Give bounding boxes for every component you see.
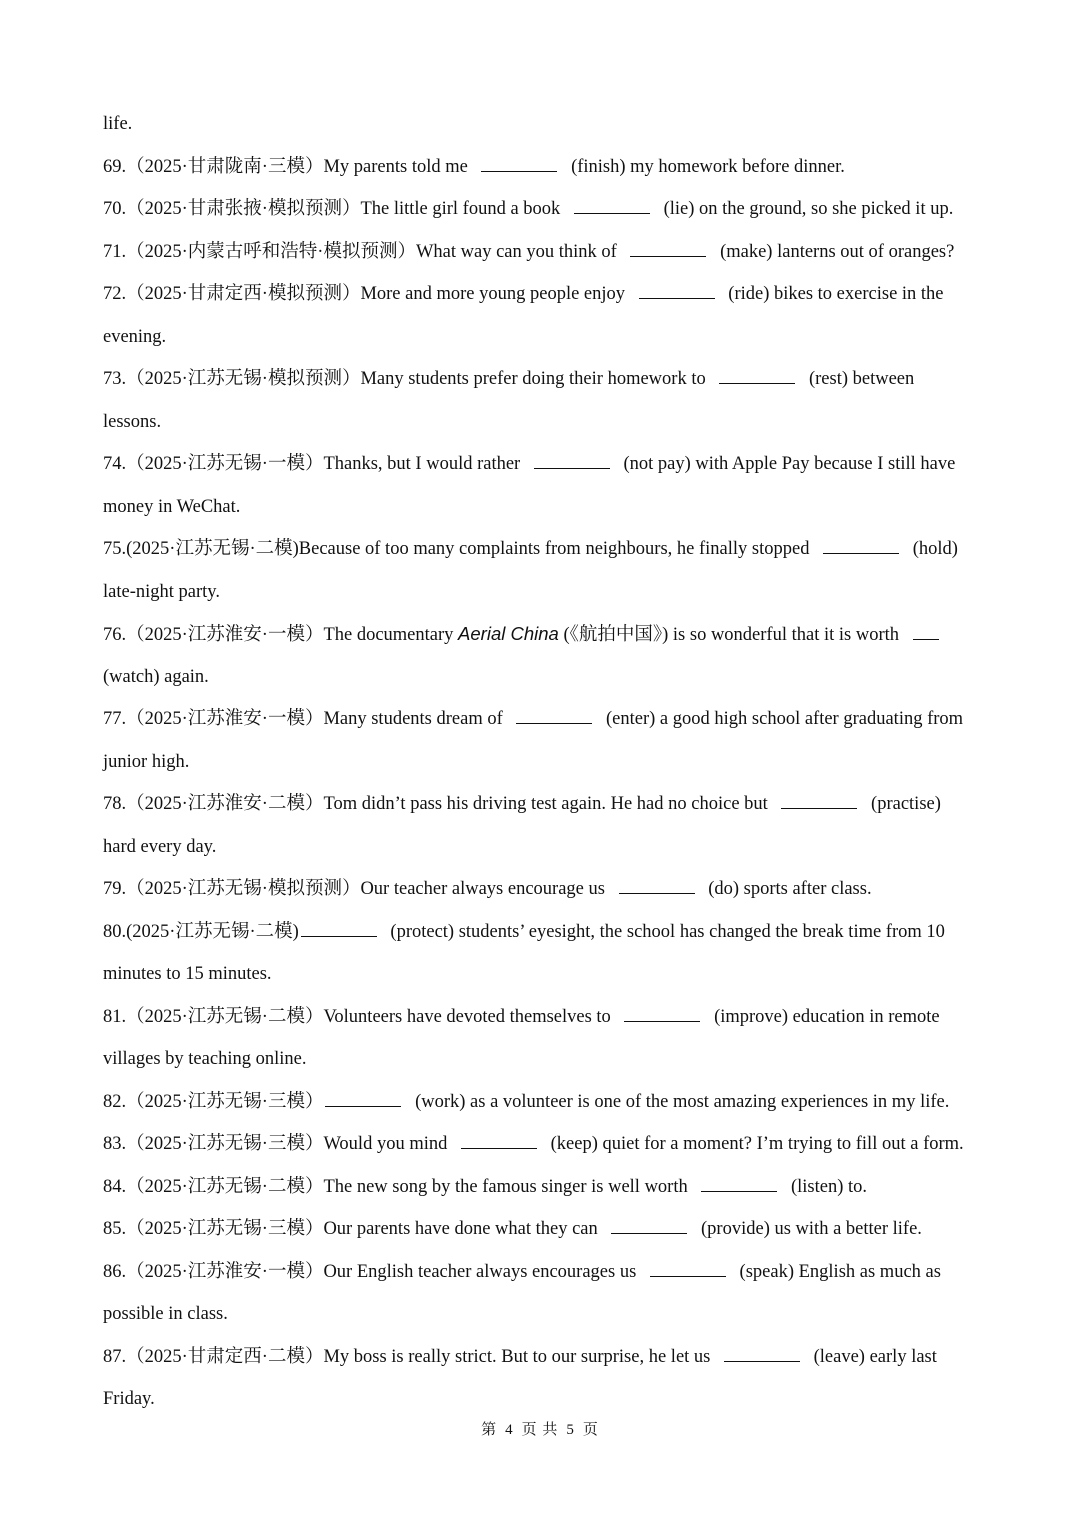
answer-blank[interactable] (823, 541, 899, 554)
question-hint: (listen) to. (786, 1176, 868, 1197)
text-line (103, 741, 988, 784)
page-current: 4 (505, 1422, 514, 1438)
page-footer (0, 1418, 1080, 1439)
question-71 (103, 231, 988, 274)
line-text: late-night party. (103, 581, 220, 602)
question-hint: (lie) on the ground, so she picked it up. (658, 199, 954, 219)
answer-blank[interactable] (650, 1264, 726, 1277)
text-line (103, 656, 988, 699)
question-72 (103, 273, 988, 316)
question-79 (103, 868, 988, 911)
question-78 (103, 783, 988, 826)
question-text: 85.（2025·江苏无锡·三模）Our parents have done what they can (103, 1219, 603, 1239)
question-hint: (do) sports after class. (703, 879, 872, 899)
question-73 (103, 358, 988, 401)
answer-blank[interactable] (481, 159, 557, 172)
question-hint: (leave) early last (809, 1346, 937, 1367)
question-hint: (not pay) with Apple Pay because I still have (618, 454, 956, 474)
answer-blank[interactable] (325, 1094, 401, 1107)
line-text: villages by teaching online. (103, 1049, 307, 1069)
answer-blank[interactable] (516, 711, 592, 724)
question-text: 71.（2025·内蒙古呼和浩特·模拟预测）What way can you think of (103, 241, 622, 262)
question-text: 73.（2025·江苏无锡·模拟预测）Many students prefer doing their homework to (103, 369, 711, 389)
answer-blank[interactable] (301, 924, 377, 937)
question-hint: (keep) quiet for a moment? I’m trying to fill out a form. (545, 1134, 964, 1154)
question-hint: (hold) (908, 539, 958, 559)
question-hint: (work) as a volunteer is one of the most amazing experiences in my life. (410, 1091, 950, 1112)
answer-blank[interactable] (701, 1179, 777, 1192)
question-text: 78.（2025·江苏淮安·二模）Tom didn’t pass his driving test again. He had no choice but (103, 794, 773, 814)
line-text: money in WeChat. (103, 496, 241, 517)
question-text: 81.（2025·江苏无锡·二模）Volunteers have devoted themselves to (103, 1006, 616, 1027)
question-hint: (practise) (866, 794, 941, 814)
question-hint: (finish) my homework before dinner. (566, 156, 845, 177)
question-text: 69.（2025·甘肃陇南·三模）My parents told me (103, 156, 473, 177)
line-text: evening. (103, 326, 167, 347)
question-text: 76.（2025·江苏淮安·一模）The documentary (103, 625, 459, 645)
answer-blank[interactable] (719, 371, 795, 384)
answer-blank[interactable] (534, 456, 610, 469)
text-line (103, 826, 988, 869)
text-line (103, 1038, 988, 1081)
documentary-title: Aerial China (458, 623, 559, 644)
question-69 (103, 146, 988, 189)
line-text: life. (103, 114, 133, 134)
question-text: 86.（2025·江苏淮安·一模）Our English teacher always encourages us (103, 1261, 641, 1282)
question-text: 74.（2025·江苏无锡·一模）Thanks, but I would rather (103, 454, 525, 474)
question-hint: (ride) bikes to exercise in the (723, 284, 944, 304)
question-hint: (improve) education in remote (709, 1006, 940, 1027)
question-hint: (provide) us with a better life. (696, 1219, 922, 1239)
question-text: 79.（2025·江苏无锡·模拟预测）Our teacher always encourage us (103, 879, 610, 899)
text-line (103, 316, 988, 359)
text-line (103, 1378, 988, 1421)
question-76 (103, 613, 988, 656)
text-line (103, 953, 988, 996)
page-label-mid: 页 共 (521, 1422, 559, 1438)
question-text: 72.（2025·甘肃定西·模拟预测）More and more young people enjoy (103, 284, 630, 304)
question-86 (103, 1251, 988, 1294)
question-text-cont: (《航拍中国》) is so wonderful that it is worth (558, 625, 904, 645)
question-87 (103, 1336, 988, 1379)
question-hint: (speak) English as much as (734, 1261, 941, 1282)
question-text: 70.（2025·甘肃张掖·模拟预测）The little girl found a book (103, 199, 565, 219)
answer-blank[interactable] (913, 627, 939, 640)
question-83 (103, 1123, 988, 1166)
question-77 (103, 698, 988, 741)
line-text: Friday. (103, 1389, 155, 1409)
line-text: (watch) again. (103, 666, 209, 687)
line-text: junior high. (103, 751, 190, 772)
answer-blank[interactable] (639, 286, 715, 299)
question-text: 75.(2025·江苏无锡·二模)Because of too many complaints from neighbours, he finally stopped (103, 539, 815, 559)
answer-blank[interactable] (619, 881, 695, 894)
page-label-prefix: 第 (481, 1422, 498, 1438)
question-text: 80.(2025·江苏无锡·二模) (103, 921, 299, 942)
text-line (103, 571, 988, 614)
question-text: 77.（2025·江苏淮安·一模）Many students dream of (103, 709, 508, 729)
page-label-suffix: 页 (582, 1422, 599, 1438)
question-hint: (protect) students’ eyesight, the school has changed the break time from 10 (385, 921, 945, 942)
answer-blank[interactable] (624, 1009, 700, 1022)
text-line (103, 1293, 988, 1336)
question-text: 82.（2025·江苏无锡·三模） (103, 1091, 324, 1112)
line-text: lessons. (103, 411, 162, 432)
question-82 (103, 1081, 988, 1124)
line-text: minutes to 15 minutes. (103, 964, 272, 984)
answer-blank[interactable] (574, 201, 650, 214)
question-74 (103, 443, 988, 486)
answer-blank[interactable] (724, 1349, 800, 1362)
question-70 (103, 188, 988, 231)
answer-blank[interactable] (630, 244, 706, 257)
question-85 (103, 1208, 988, 1251)
line-text: hard every day. (103, 836, 217, 857)
question-hint: (make) lanterns out of oranges? (715, 241, 955, 262)
question-81 (103, 996, 988, 1039)
answer-blank[interactable] (611, 1221, 687, 1234)
question-list (103, 103, 988, 1421)
question-text: 87.（2025·甘肃定西·二模）My boss is really strict. But to our surprise, he let us (103, 1346, 715, 1367)
question-80 (103, 911, 988, 954)
question-75 (103, 528, 988, 571)
text-line (103, 103, 988, 146)
question-hint: (enter) a good high school after graduating from (601, 709, 964, 729)
question-hint: (rest) between (804, 369, 915, 389)
page-total: 5 (566, 1422, 575, 1438)
text-line (103, 401, 988, 444)
answer-blank[interactable] (461, 1136, 537, 1149)
line-text: possible in class. (103, 1304, 228, 1324)
answer-blank[interactable] (781, 796, 857, 809)
question-84 (103, 1166, 988, 1209)
question-text: 83.（2025·江苏无锡·三模）Would you mind (103, 1134, 452, 1154)
question-text: 84.（2025·江苏无锡·二模）The new song by the famous singer is well worth (103, 1176, 693, 1197)
text-line (103, 486, 988, 529)
